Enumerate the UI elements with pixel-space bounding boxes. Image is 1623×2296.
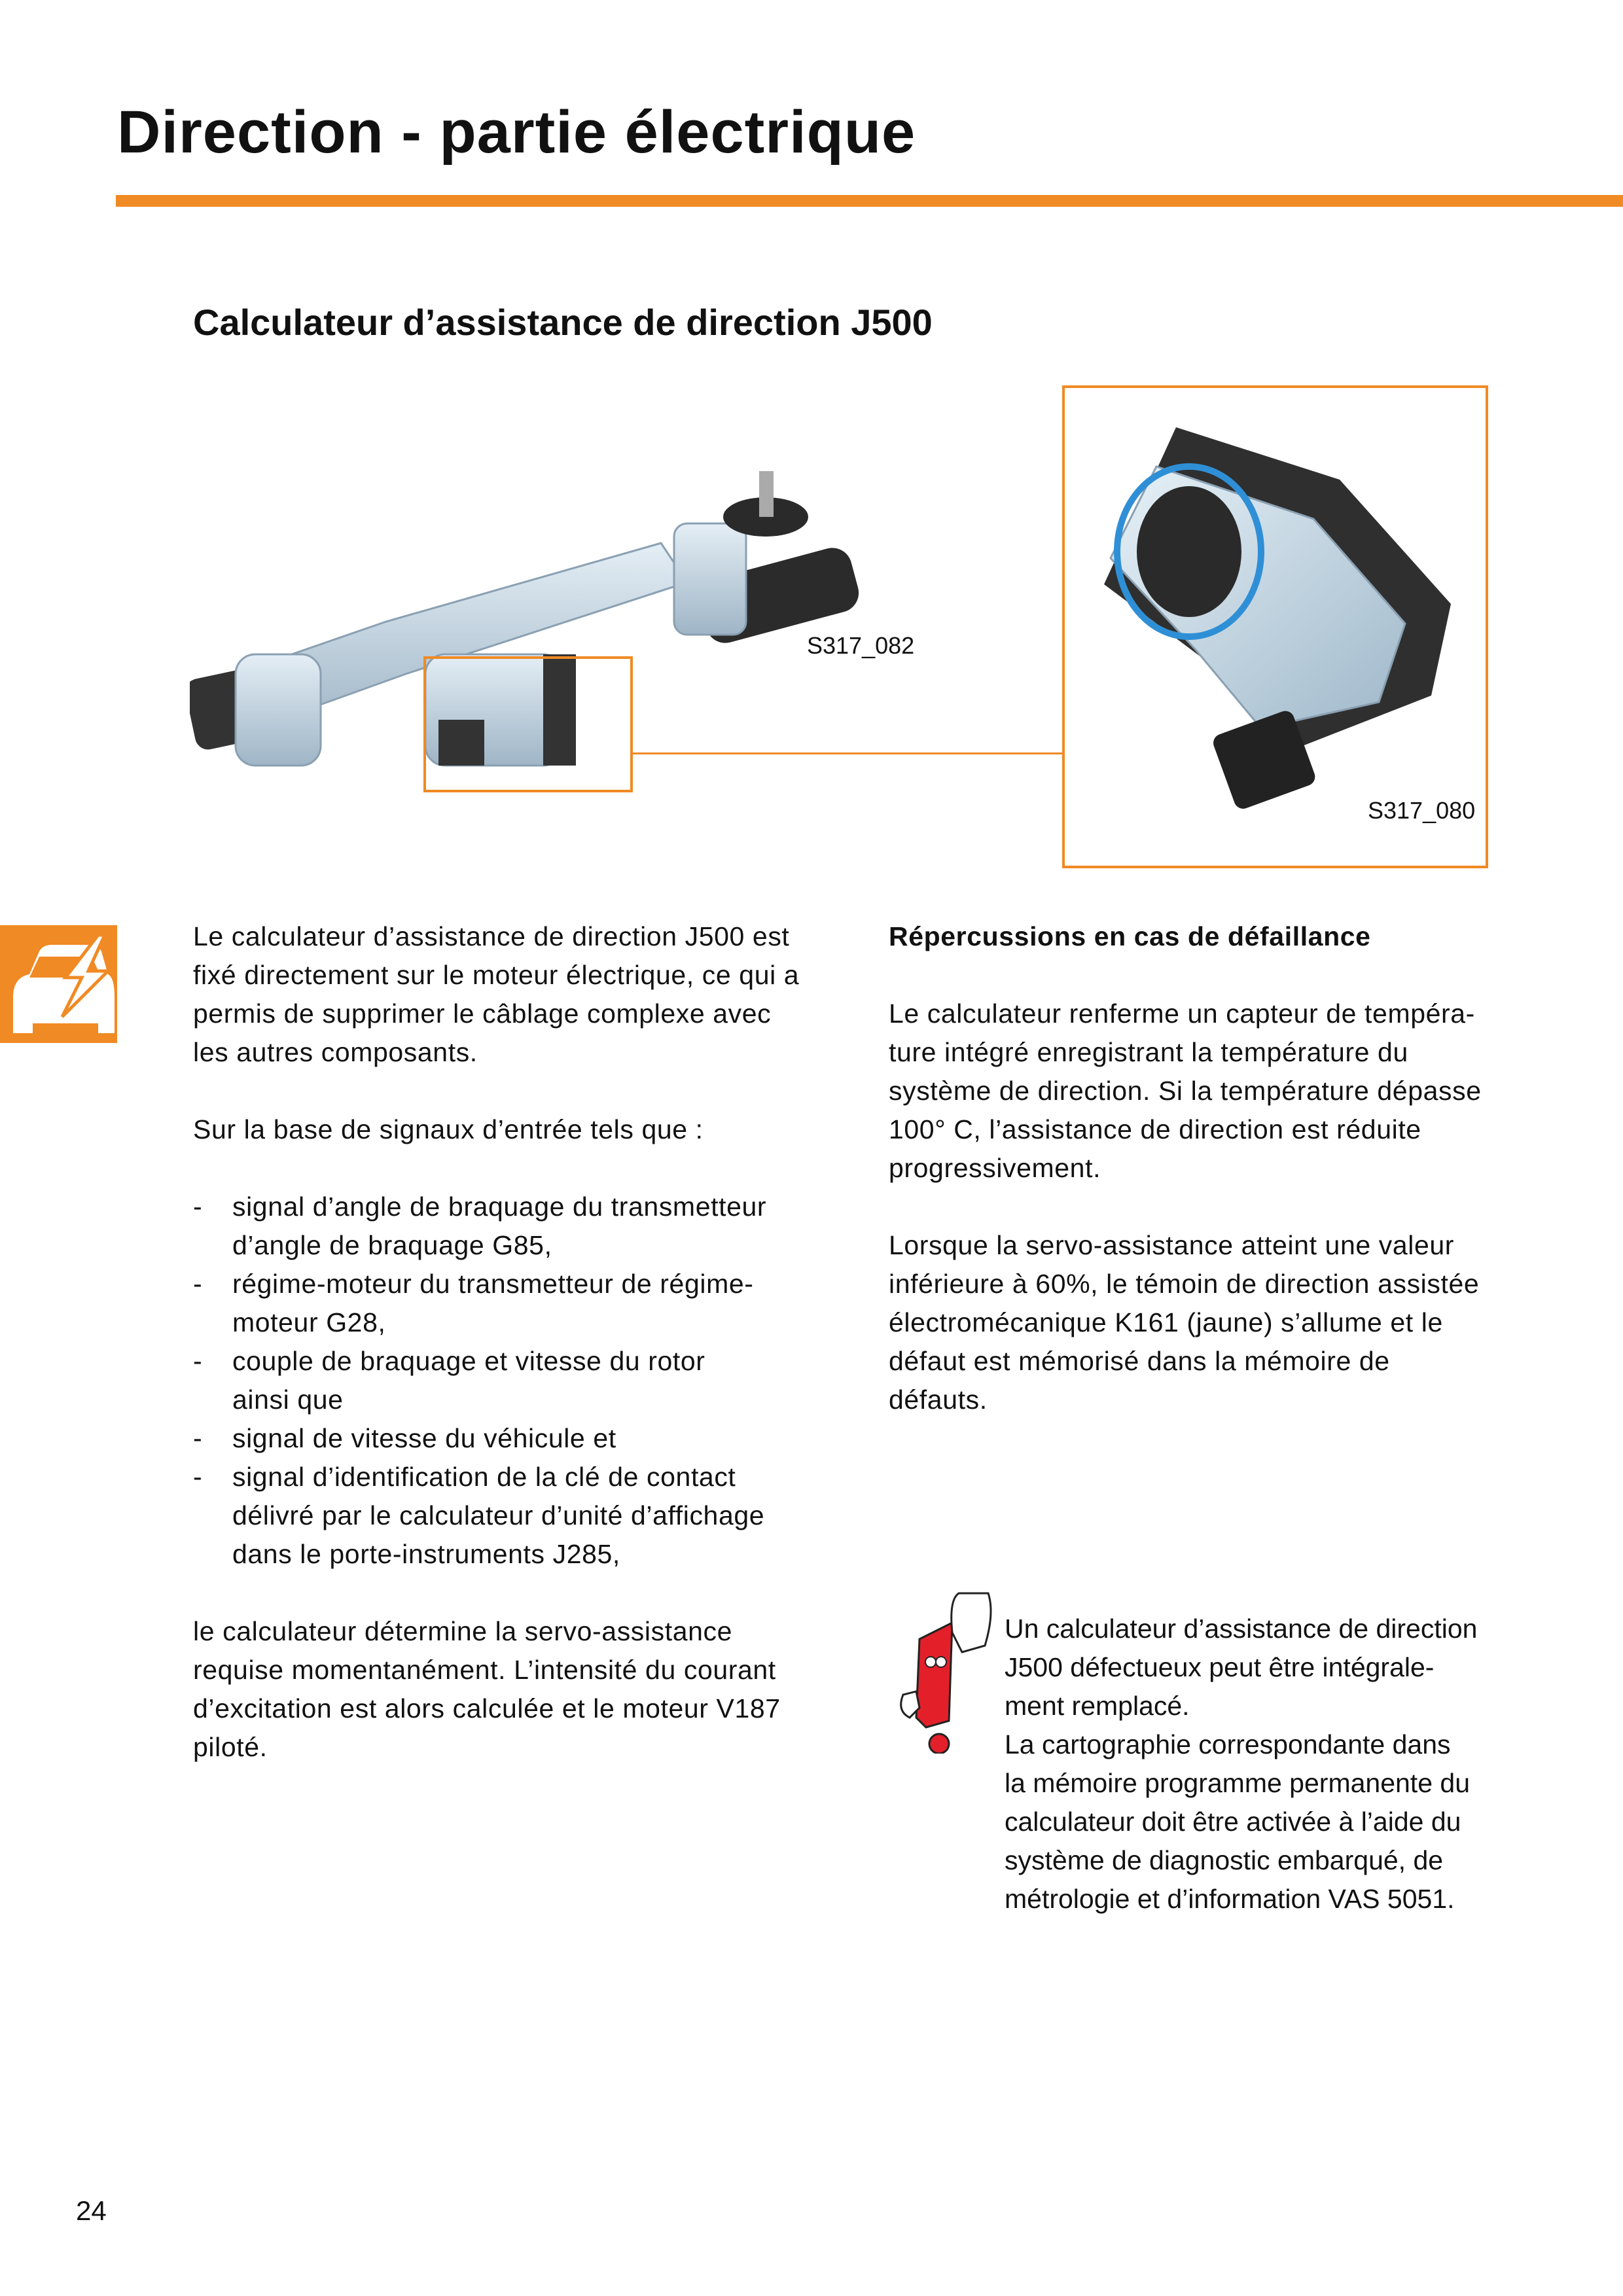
paragraph-line: progressivement.	[889, 1153, 1101, 1183]
page-number: 24	[76, 2195, 107, 2226]
conclusion-line: piloté.	[193, 1732, 268, 1762]
note-line: métrologie et d’information VAS 5051.	[1005, 1884, 1455, 1914]
left-column: Le calculateur d’assistance de direction J500 est fixé directement sur le moteur électrique, ce qui a permis de supprimer le câblage complexe avec les autres composants. Sur la base de signaux d’entrée tels que : - signal d’angle de braquage du transmetteur d’angle de braquage G85, - régime-moteur du transmetteur de régime- moteur G28, - couple de braquage et vitesse du rotor ainsi que - signal de vitesse du véhicule et - signal d’identification de la clé de contact délivré par le calculateur d’unité d’affichage dans le porte-instruments J285, le calculateur détermine la servo-assistance requise momentanément. L’intensité du courant d’excitation est alors calculée et le moteur V187 piloté.	[193, 917, 799, 1767]
title-underline	[116, 195, 1623, 207]
control-unit-illustration	[1065, 388, 1486, 866]
conclusion-line: d’excitation est alors calculée et le moteur V187	[193, 1693, 781, 1723]
failure-heading: Répercussions en cas de défaillance	[889, 921, 1371, 951]
intro-line: les autres composants.	[193, 1037, 478, 1067]
note-line: système de diagnostic embarqué, de	[1005, 1845, 1444, 1875]
page-title: Direction - partie électrique	[117, 99, 916, 166]
paragraph-line: défauts.	[889, 1385, 988, 1415]
section-title: Calculateur d’assistance de direction J500	[193, 302, 933, 343]
lead-text: Sur la base de signaux d’entrée tels que :	[193, 1114, 704, 1144]
paragraph-line: Lorsque la servo-assistance atteint une valeur	[889, 1230, 1455, 1260]
note-line: ment remplacé.	[1005, 1691, 1190, 1721]
paragraph-line: inférieure à 60%, le témoin de direction assistée	[889, 1269, 1480, 1299]
exclamation-mascot-icon	[890, 1587, 998, 1754]
intro-line: permis de supprimer le câblage complexe avec	[193, 998, 772, 1029]
figure-label-right: S317_080	[1368, 797, 1476, 824]
bullet-item: - régime-moteur du transmetteur de régime-	[193, 1269, 754, 1299]
bullet-item: - signal d’angle de braquage du transmetteur	[193, 1192, 767, 1222]
callout-box-small	[423, 656, 633, 792]
intro-line: Le calculateur d’assistance de direction J500 est	[193, 921, 790, 951]
figure-label-left: S317_082	[807, 632, 915, 659]
bullet-item: - signal de vitesse du véhicule et	[193, 1423, 616, 1453]
note-text	[1005, 1610, 1477, 1918]
conclusion-line: le calculateur détermine la servo-assistance	[193, 1616, 732, 1646]
callout-box-large	[1062, 385, 1488, 868]
callout-connector-line	[633, 752, 1062, 754]
paragraph-line: ture intégré enregistrant la température du	[889, 1037, 1408, 1067]
note-line: J500 défectueux peut être intégrale-	[1005, 1652, 1435, 1682]
note-line: calculateur doit être activée à l’aide du	[1005, 1807, 1461, 1837]
bullet-item: - couple de braquage et vitesse du rotor	[193, 1346, 705, 1376]
note-line: Un calculateur d’assistance de direction	[1005, 1614, 1478, 1644]
paragraph-line: défaut est mémorisé dans la mémoire de	[889, 1346, 1390, 1376]
paragraph-line: système de direction. Si la température dépasse	[889, 1076, 1482, 1106]
bullet-item: - signal d’identification de la clé de contact	[193, 1462, 736, 1492]
right-column	[889, 917, 1482, 1419]
electric-car-lightning-icon	[0, 925, 117, 1043]
note-line: La cartographie correspondante dans	[1005, 1729, 1451, 1759]
paragraph-line: électromécanique K161 (jaune) s’allume et le	[889, 1307, 1443, 1337]
paragraph-line: Le calculateur renferme un capteur de tempéra-	[889, 998, 1475, 1029]
note-line: la mémoire programme permanente du	[1005, 1768, 1470, 1798]
intro-line: fixé directement sur le moteur électrique, ce qui a	[193, 960, 800, 990]
conclusion-line: requise momentanément. L’intensité du courant	[193, 1655, 776, 1685]
paragraph-line: 100° C, l’assistance de direction est réduite	[889, 1114, 1421, 1144]
